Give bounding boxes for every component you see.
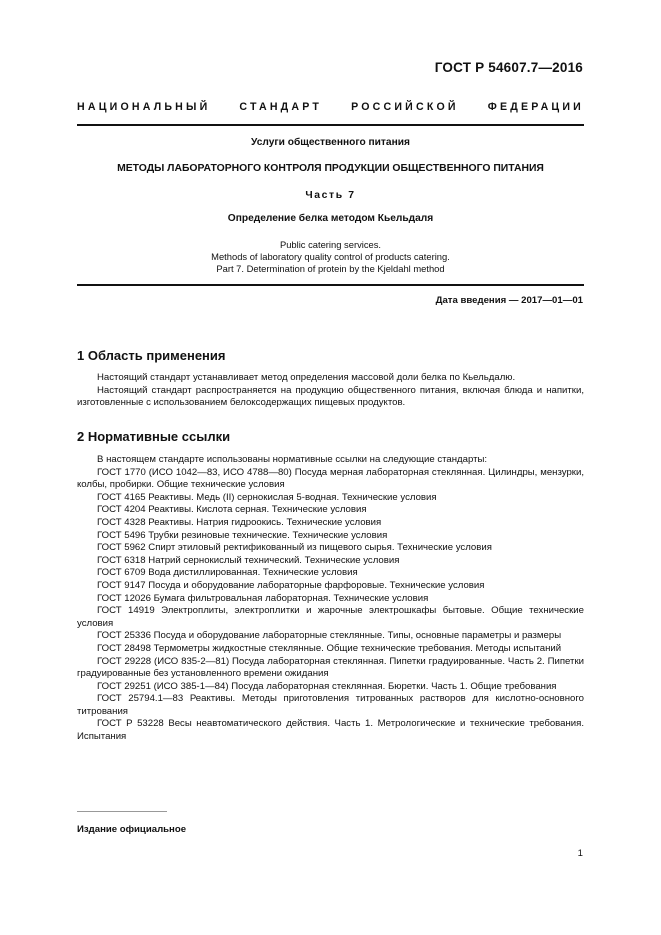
reference-item: ГОСТ 4328 Реактивы. Натрия гидроокись. Технические условия	[97, 516, 382, 528]
paragraph: В настоящем стандарте использованы нормативные ссылки на следующие стандарты:	[97, 454, 488, 465]
reference-item: ГОСТ 14919 Электроплиты, электроплитки и жарочные электрошкафы бытовые. Общие технические условия	[77, 605, 584, 629]
reference-item: ГОСТ 12026 Бумага фильтровальная лабораторная. Технические условия	[97, 592, 429, 604]
intro-date: Дата введения — 2017—01—01	[435, 295, 583, 306]
reference-item: ГОСТ 25794.1—83 Реактивы. Методы приготовления титрованных растворов для кислотно-основного титрования	[77, 693, 584, 717]
paragraph: Настоящий стандарт устанавливает метод определения массовой доли белка по Кьельдалю.	[97, 372, 516, 383]
official-edition-label: Издание официальное	[77, 824, 187, 835]
section-1-body	[77, 372, 584, 410]
reference-item: ГОСТ 6318 Натрий сернокислый технический. Технические условия	[97, 554, 400, 566]
reference-item: ГОСТ Р 53228 Весы неавтоматического действия. Часть 1. Метрологические и технические требования. Испытания	[77, 718, 584, 743]
gost-code: ГОСТ Р 54607.7—2016	[434, 60, 583, 75]
reference-item: ГОСТ 29228 (ИСО 835-2—81) Посуда лабораторная стеклянная. Пипетки градуированные. Часть 2. Пипетки градуированные без установленного времени ожидания	[77, 655, 584, 680]
english-title-line: Methods of laboratory quality control of products catering.	[211, 251, 450, 262]
footer-rule	[77, 811, 167, 812]
title-line-2: МЕТОДЫ ЛАБОРАТОРНОГО КОНТРОЛЯ ПРОДУКЦИИ ОБЩЕСТВЕННОГО ПИТАНИЯ	[117, 163, 544, 174]
reference-item: ГОСТ 5962 Спирт этиловый ректификованный из пищевого сырья. Технические условия	[97, 542, 492, 554]
title-part: Часть 7	[305, 190, 356, 201]
reference-item: ГОСТ 6709 Вода дистиллированная. Технические условия	[97, 567, 358, 579]
reference-item: ГОСТ 25336 Посуда и оборудование лабораторные стеклянные. Типы, основные параметры и размеры	[97, 630, 562, 642]
reference-item: ГОСТ 5496 Трубки резиновые технические. Технические условия	[97, 529, 388, 541]
national-standard-heading: НАЦИОНАЛЬНЫЙ СТАНДАРТ РОССИЙСКОЙ ФЕДЕРАЦИИ	[77, 101, 584, 113]
reference-item: ГОСТ 28498 Термометры жидкостные стеклянные. Общие технические требования. Методы испытаний	[97, 642, 562, 654]
english-title	[60, 239, 601, 275]
top-rule	[77, 124, 584, 126]
reference-item: ГОСТ 9147 Посуда и оборудование лабораторные фарфоровые. Технические условия	[97, 579, 485, 591]
section-2-body	[77, 454, 584, 744]
title-subject: Определение белка методом Кьельдаля	[227, 213, 434, 224]
reference-item: ГОСТ 29251 (ИСО 385-1—84) Посуда лабораторная стеклянная. Бюретки. Часть 1. Общие требования	[97, 680, 557, 692]
section-1-title: 1 Область применения	[77, 348, 226, 363]
reference-item: ГОСТ 1770 (ИСО 1042—83, ИСО 4788—80) Посуда мерная лабораторная стеклянная. Цилиндры, мензурки, колбы, пробирки. Общие технические условия	[77, 466, 584, 491]
title-line-1: Услуги общественного питания	[251, 137, 410, 148]
section-2-title: 2 Нормативные ссылки	[77, 429, 231, 444]
reference-item: ГОСТ 4165 Реактивы. Медь (II) сернокислая 5-водная. Технические условия	[97, 491, 437, 503]
page-number: 1	[577, 848, 583, 859]
paragraph: Настоящий стандарт распространяется на продукцию общественного питания, включая блюда и напитки, изготовленные с использованием белоксодержащих пищевых продуктов.	[77, 384, 584, 409]
reference-item: ГОСТ 4204 Реактивы. Кислота серная. Технические условия	[97, 504, 367, 516]
english-title-line: Public catering services.	[279, 239, 382, 250]
english-title-line: Part 7. Determination of protein by the Kjeldahl method	[216, 263, 445, 274]
middle-rule	[77, 284, 584, 286]
